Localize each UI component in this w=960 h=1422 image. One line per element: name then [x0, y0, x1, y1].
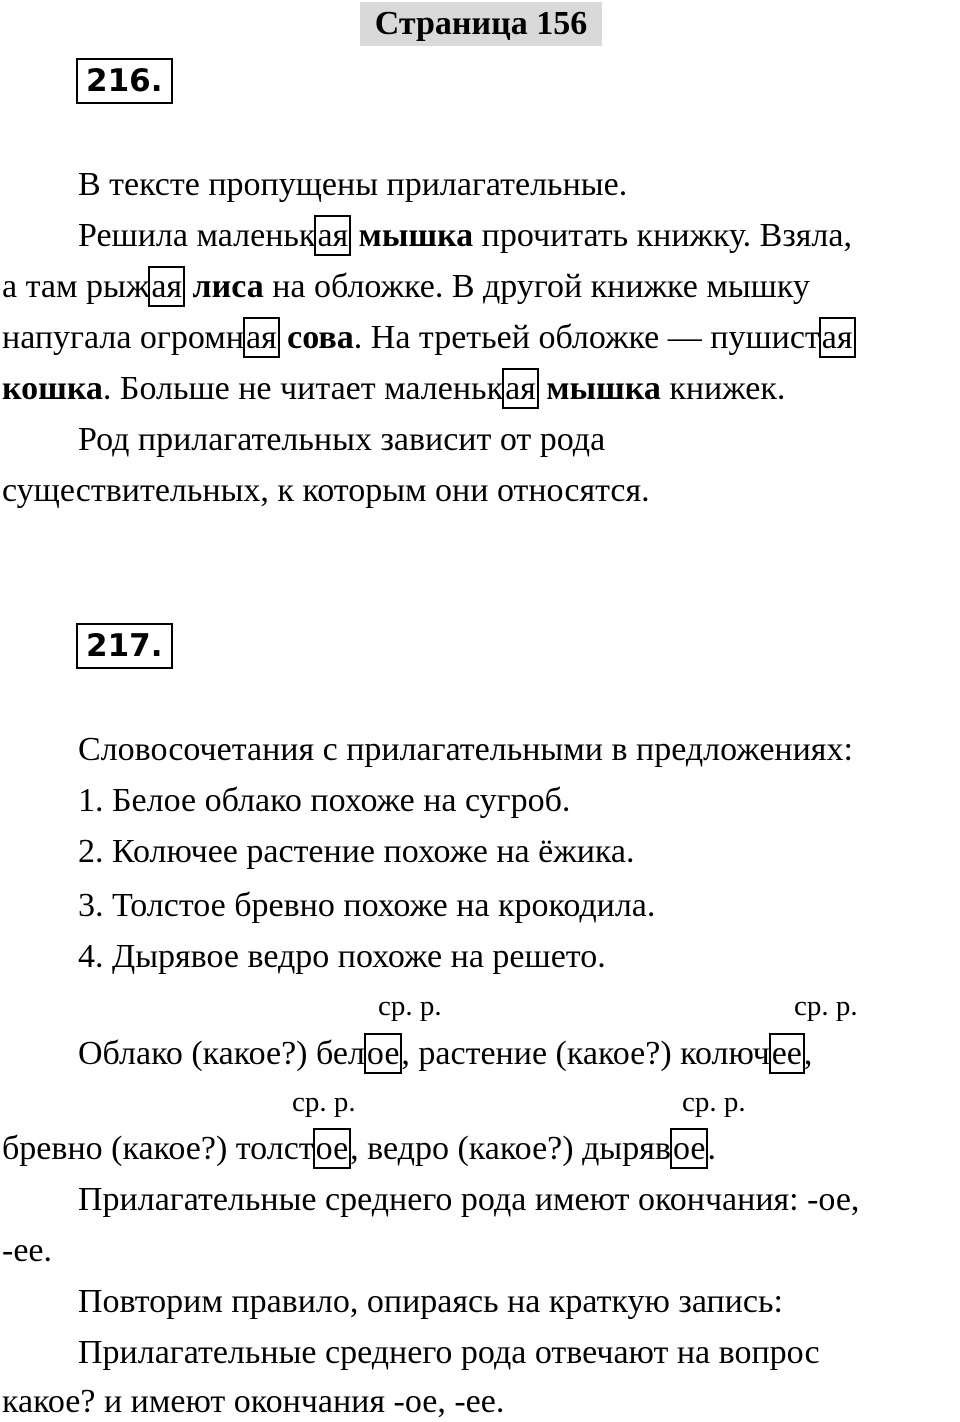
noun-bold: кошка: [2, 370, 103, 407]
ex217-item-3: 3. Толстое бревно похоже на крокодила.: [78, 887, 656, 924]
ex217-question-line-1: [78, 1034, 812, 1074]
text: а там рыж: [2, 268, 150, 305]
text: прочитать книжку. Взяла,: [473, 217, 852, 254]
text: напугала огромн: [2, 319, 244, 356]
ex216-line-6: существительных, к которым они относятся.: [2, 472, 650, 509]
ex216-line-4: [2, 369, 785, 409]
noun-bold: сова: [287, 319, 354, 356]
ex216-line-2: [2, 267, 810, 307]
text: книжек.: [660, 370, 786, 407]
ending-box: ая: [819, 317, 856, 358]
text: Облако (какое?) бел: [78, 1035, 365, 1072]
ex217-rule-line-4: Прилагательные среднего рода отвечают на вопрос: [78, 1334, 820, 1371]
ex216-intro: В тексте пропущены прилагательные.: [78, 166, 628, 203]
exercise-number-dot: .: [150, 63, 163, 99]
exercise-number-217: [76, 623, 173, 669]
gender-mark: ср. р.: [292, 1086, 356, 1118]
noun-bold: лиса: [192, 268, 264, 305]
noun-bold: мышка: [546, 370, 661, 407]
ending-box: ая: [314, 215, 351, 256]
text: бревно (какое?) толст: [2, 1130, 314, 1167]
ex217-intro: Словосочетания с прилагательными в предложениях:: [78, 731, 853, 768]
ending-box: ая: [148, 266, 185, 307]
gender-mark: ср. р.: [682, 1086, 746, 1118]
ending-box: ая: [243, 317, 280, 358]
space: [279, 319, 288, 356]
exercise-number-216: [76, 58, 173, 104]
text: .: [707, 1130, 716, 1167]
ex217-question-line-2: [2, 1129, 716, 1169]
text: . На третьей обложке — пушист: [353, 319, 820, 356]
ending-box: ое: [364, 1033, 403, 1074]
ex216-line-1: [78, 216, 852, 256]
gender-mark: ср. р.: [378, 990, 442, 1022]
gender-mark: ср. р.: [794, 990, 858, 1022]
ending-box: ое: [670, 1128, 709, 1169]
ex217-rule-line-2: -ее.: [2, 1232, 53, 1269]
ex217-rule-line-3: Повторим правило, опираясь на краткую запись:: [78, 1283, 783, 1320]
exercise-number: 216: [86, 63, 151, 99]
ex217-item-2: 2. Колючее растение похоже на ёжика.: [78, 833, 635, 870]
space: [184, 268, 193, 305]
exercise-number-dot: .: [150, 628, 163, 664]
page-title: Страница 156: [360, 2, 602, 46]
exercise-number: 217: [86, 628, 151, 664]
ex217-rule-line-5: какое? и имеют окончания -ое, -ее.: [2, 1383, 505, 1420]
ex217-rule-line-1: Прилагательные среднего рода имеют окончания: -ое,: [78, 1181, 860, 1218]
text: на обложке. В другой книжке мышку: [263, 268, 810, 305]
ending-box: ая: [502, 368, 539, 409]
ex217-item-1: 1. Белое облако похоже на сугроб.: [78, 782, 571, 819]
ex216-line-5: Род прилагательных зависит от рода: [78, 421, 606, 458]
text: Решила маленьк: [78, 217, 316, 254]
ex216-line-3: [2, 318, 855, 358]
space: [350, 217, 359, 254]
ex217-item-4: 4. Дырявое ведро похоже на решето.: [78, 938, 606, 975]
text: , ведро (какое?) дыряв: [350, 1130, 671, 1167]
noun-bold: мышка: [358, 217, 474, 254]
ending-box: ое: [313, 1128, 352, 1169]
ending-box: ее: [769, 1033, 805, 1074]
text: ,: [803, 1035, 813, 1072]
text: . Больше не читает маленьк: [102, 370, 504, 407]
text: , растение (какое?) колюч: [401, 1035, 770, 1072]
